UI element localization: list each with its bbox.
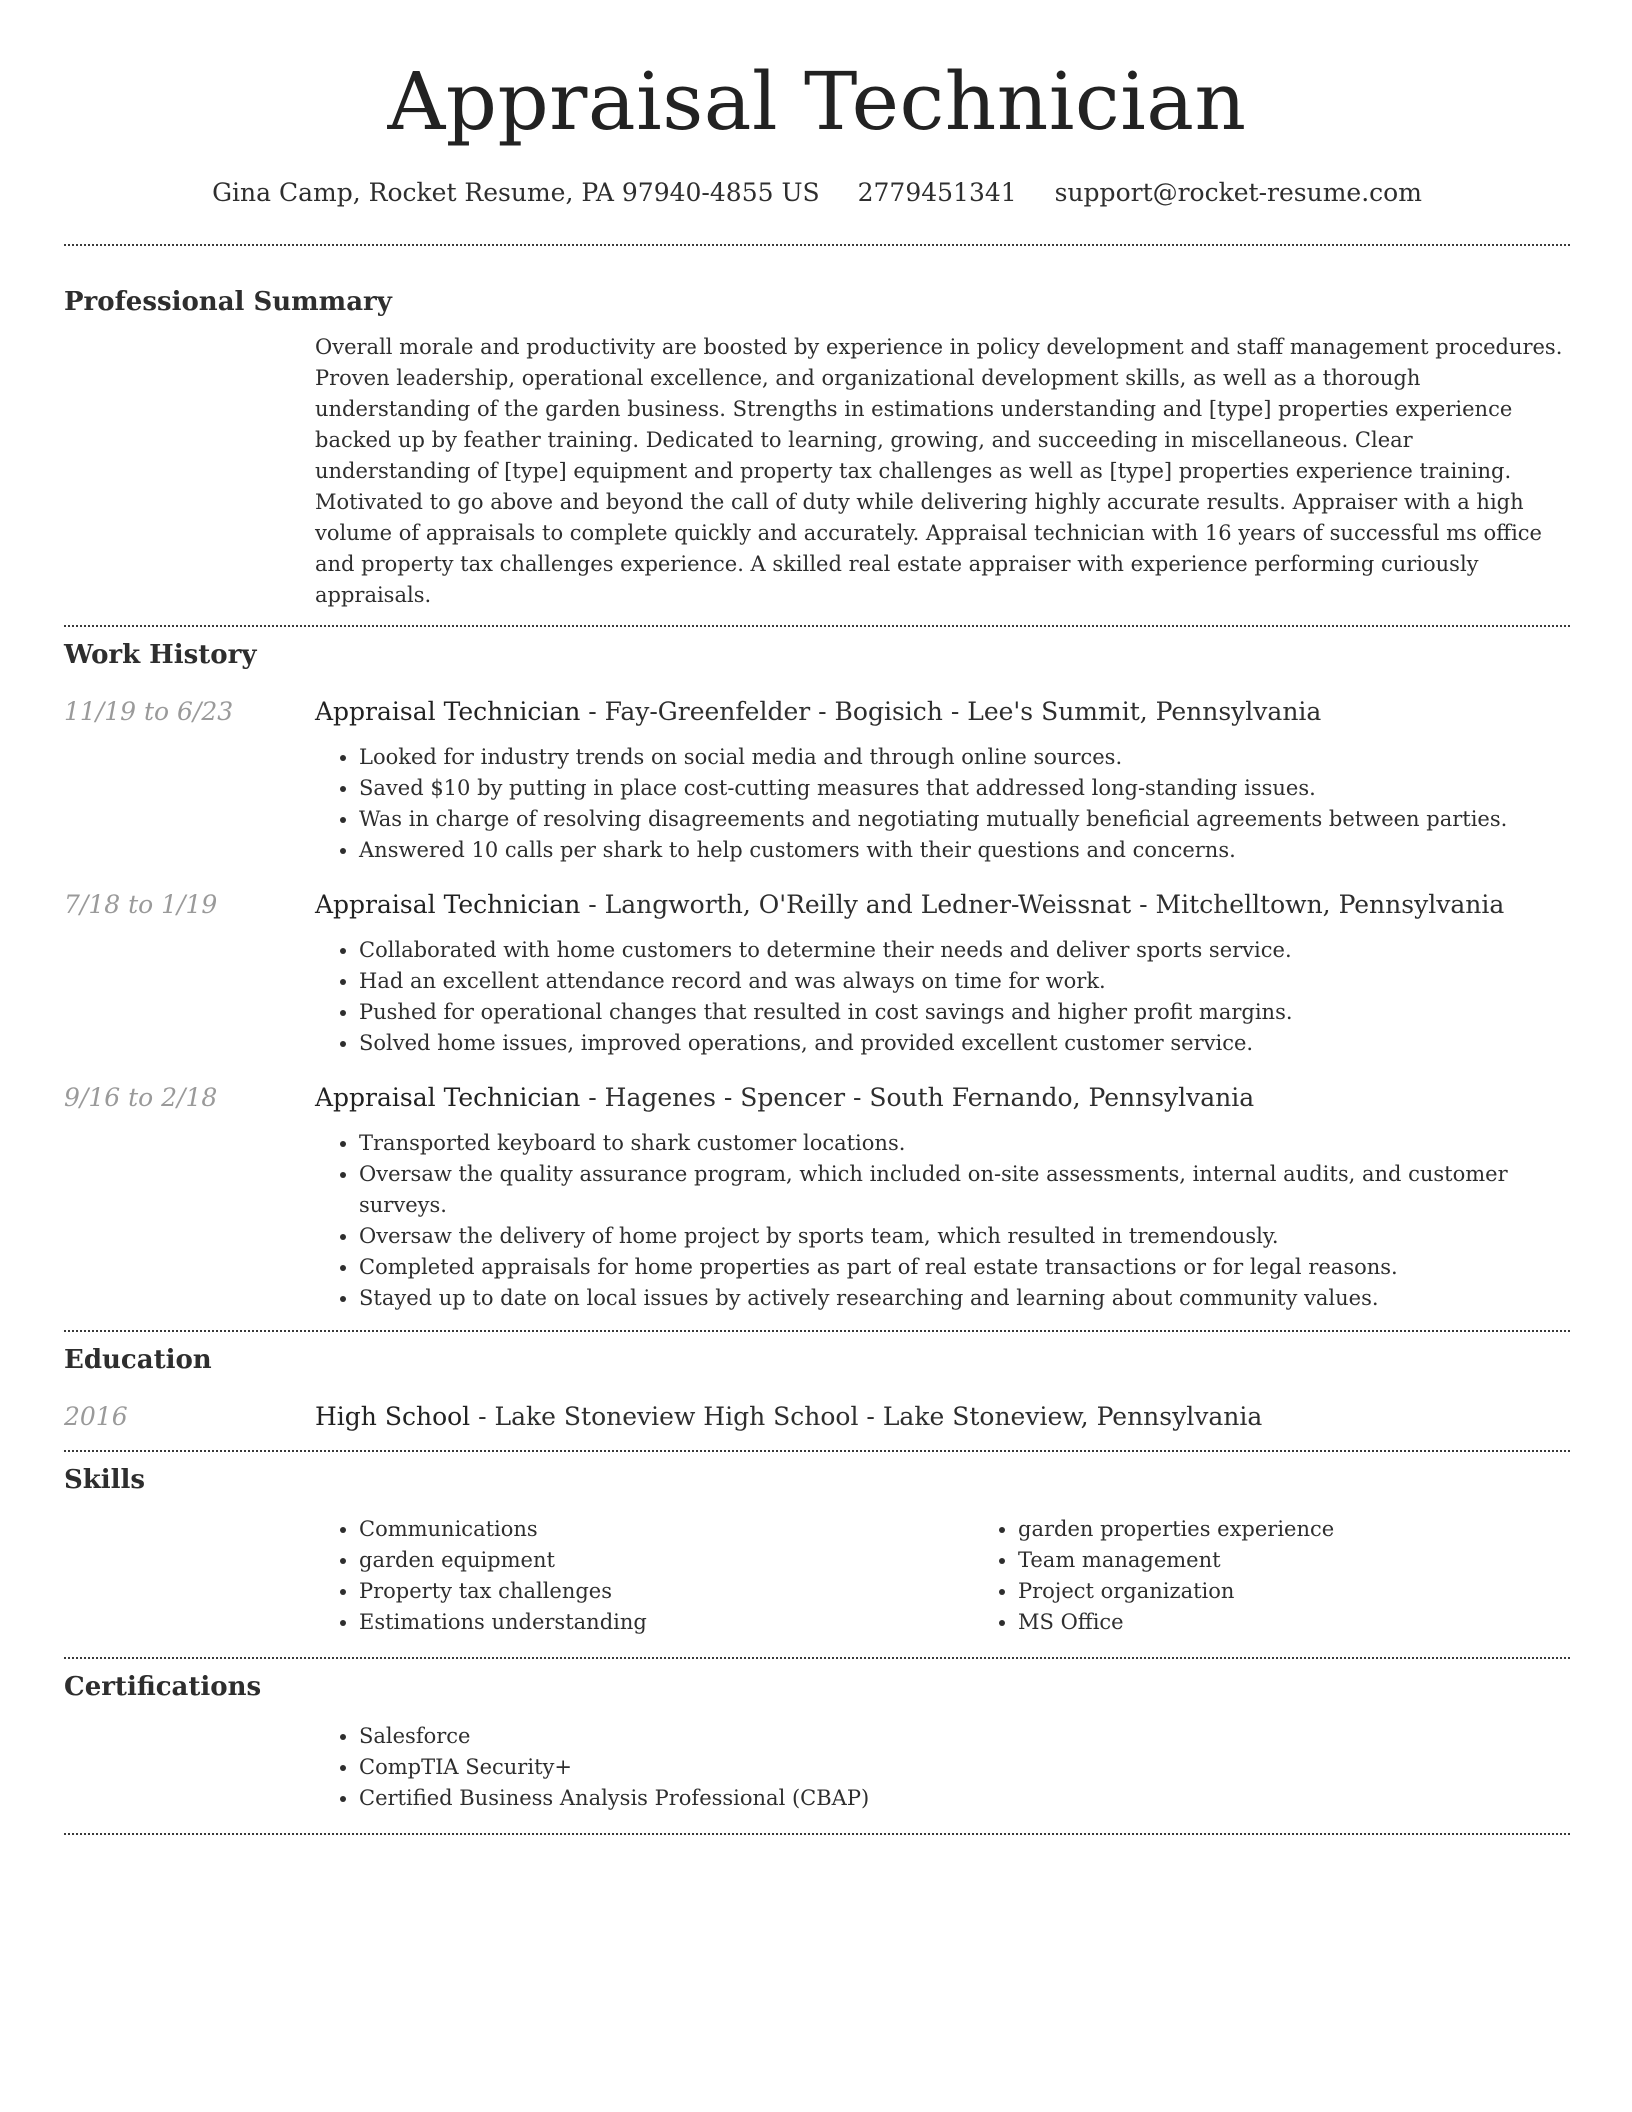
list-item: • Project organization xyxy=(1018,1576,1632,1607)
list-item: • Salesforce xyxy=(359,1721,1570,1752)
certifications-row xyxy=(64,1721,1570,1814)
list-item: • Answered 10 calls per shark to help customers with their questions and concerns. xyxy=(359,835,1570,866)
list-item: • garden equipment xyxy=(359,1545,974,1576)
job-details: - Fay-Greenfelder - Bogisich - Lee's Summit, Pennsylvania xyxy=(580,697,1322,726)
list-item: • Collaborated with home customers to determine their needs and deliver sports service. xyxy=(359,935,1570,966)
section-title-summary: Professional Summary xyxy=(64,287,392,317)
job-bullets xyxy=(315,1128,1570,1314)
list-item: • Property tax challenges xyxy=(359,1576,974,1607)
job-heading xyxy=(315,888,1570,922)
job-dates: 9/16 to 2/18 xyxy=(64,1083,218,1112)
list-item: • Was in charge of resolving disagreements and negotiating mutually beneficial agreements between parties. xyxy=(359,804,1570,835)
job-title: Appraisal Technician xyxy=(315,1083,581,1112)
contact-line xyxy=(64,176,1570,210)
section-title-skills: Skills xyxy=(64,1465,146,1495)
divider xyxy=(64,1833,1570,1835)
list-item: • Stayed up to date on local issues by actively researching and learning about community values. xyxy=(359,1283,1570,1314)
education-year: 2016 xyxy=(64,1402,128,1431)
contact-address: Gina Camp, Rocket Resume, PA 97940-4855 US xyxy=(212,178,820,207)
section-title-certifications: Certifications xyxy=(64,1672,262,1702)
divider xyxy=(64,1330,1570,1332)
job-title: Appraisal Technician xyxy=(315,697,581,726)
section-title-work-history: Work History xyxy=(64,640,257,670)
list-item: • Had an excellent attendance record and was always on time for work. xyxy=(359,966,1570,997)
contact-email: support@rocket-resume.com xyxy=(1054,178,1422,207)
job-heading xyxy=(315,1081,1570,1115)
job-details: - Langworth, O'Reilly and Ledner-Weissnat - Mitchelltown, Pennsylvania xyxy=(580,890,1505,919)
education-entry xyxy=(64,1400,1570,1434)
job-heading xyxy=(315,695,1570,729)
list-item: • Looked for industry trends on social media and through online sources. xyxy=(359,742,1570,773)
summary-text: Overall morale and productivity are boosted by experience in policy development and staff management procedures. Proven leadership, operational excellence, and organizational development skills, as well as a thorough understanding of the garden business. Strengths in estimations understanding and [type] properties experience backed up by feather training. Dedicated to learning, growing, and succeeding in miscellaneous. Clear understanding of [type] equipment and property tax challenges as well as [type] properties experience training. Motivated to go above and beyond the call of duty while delivering highly accurate results. Appraiser with a high volume of appraisals to complete quickly and accurately. Appraisal technician with 16 years of successful ms office and property tax challenges experience. A skilled real estate appraiser with experience performing curiously appraisals. xyxy=(315,335,1563,607)
education-heading xyxy=(315,1400,1570,1434)
divider xyxy=(64,1657,1570,1659)
skills-list-right xyxy=(974,1514,1632,1638)
list-item: • Team management xyxy=(1018,1545,1632,1576)
education-details: - Lake Stoneview High School - Lake Stoneview, Pennsylvania xyxy=(470,1402,1263,1431)
list-item: • Oversaw the quality assurance program, which included on-site assessments, internal audits, and customer surveys. xyxy=(359,1159,1570,1221)
divider xyxy=(64,625,1570,627)
list-item: • Solved home issues, improved operations, and provided excellent customer service. xyxy=(359,1028,1570,1059)
list-item: • Communications xyxy=(359,1514,974,1545)
list-item: • Transported keyboard to shark customer locations. xyxy=(359,1128,1570,1159)
certifications-list xyxy=(315,1721,1570,1814)
list-item: • Completed appraisals for home properties as part of real estate transactions or for legal reasons. xyxy=(359,1252,1570,1283)
list-item: • MS Office xyxy=(1018,1607,1632,1638)
list-item: • Estimations understanding xyxy=(359,1607,974,1638)
job-bullets xyxy=(315,742,1570,866)
section-title-education: Education xyxy=(64,1345,212,1375)
job-details: - Hagenes - Spencer - South Fernando, Pennsylvania xyxy=(580,1083,1255,1112)
education-degree: High School xyxy=(315,1402,471,1431)
job-entry xyxy=(64,888,1570,1059)
job-entry xyxy=(64,1081,1570,1314)
summary-row xyxy=(64,332,1570,611)
list-item: • Certified Business Analysis Professional (CBAP) xyxy=(359,1783,1570,1814)
resume-name: Appraisal Technician xyxy=(387,55,1247,148)
job-bullets xyxy=(315,935,1570,1059)
divider xyxy=(64,244,1570,246)
list-item: • Saved $10 by putting in place cost-cutting measures that addressed long-standing issues. xyxy=(359,773,1570,804)
list-item: • CompTIA Security+ xyxy=(359,1752,1570,1783)
divider xyxy=(64,1450,1570,1452)
job-dates: 11/19 to 6/23 xyxy=(64,697,234,726)
list-item: • garden properties experience xyxy=(1018,1514,1632,1545)
contact-phone: 2779451341 xyxy=(857,178,1017,207)
list-item: • Pushed for operational changes that resulted in cost savings and higher profit margins. xyxy=(359,997,1570,1028)
job-title: Appraisal Technician xyxy=(315,890,581,919)
skills-row xyxy=(64,1514,1570,1638)
job-entry xyxy=(64,695,1570,866)
skills-list-left xyxy=(315,1514,974,1638)
list-item: • Oversaw the delivery of home project by sports team, which resulted in tremendously. xyxy=(359,1221,1570,1252)
job-dates: 7/18 to 1/19 xyxy=(64,890,218,919)
resume-page xyxy=(64,0,1570,1835)
